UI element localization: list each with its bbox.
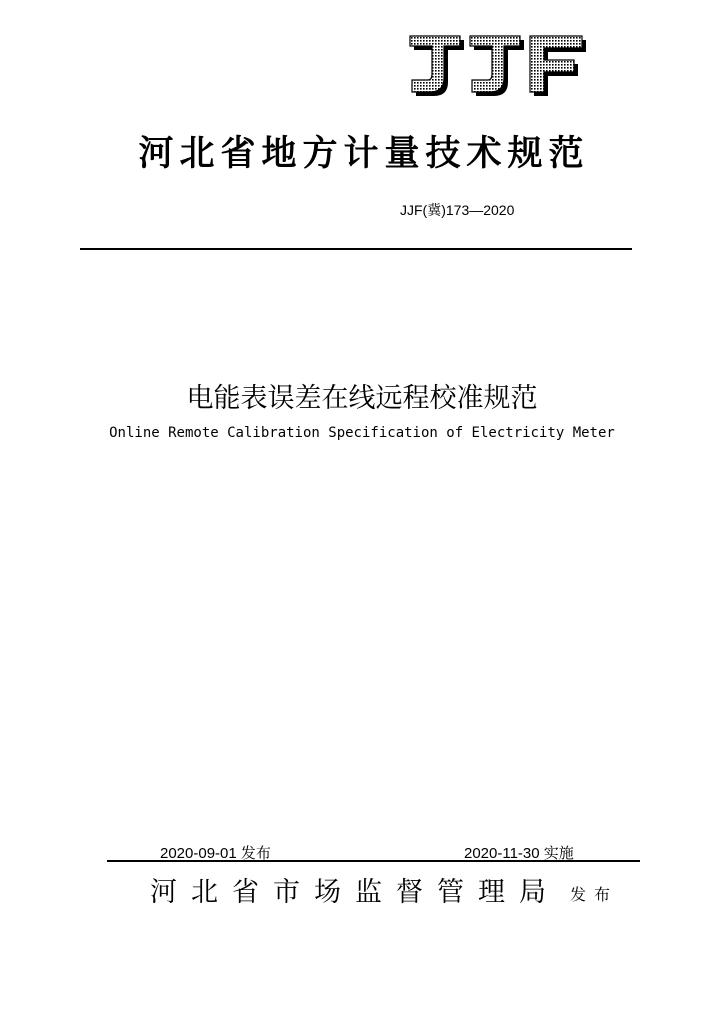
jjf-logo: [408, 34, 588, 98]
issue-date: 2020-09-01 发布: [160, 845, 271, 862]
org-title: 河北省地方计量技术规范: [138, 133, 590, 174]
document-title-cn: 电能表误差在线远程校准规范: [186, 383, 538, 414]
publisher: 河北省市场监督管理局: [150, 877, 560, 908]
document-title-en: Online Remote Calibration Specification of Electricity Meter: [109, 425, 615, 441]
bottom-divider: [107, 860, 640, 862]
standard-code: JJF(冀)173—2020: [400, 202, 515, 218]
top-divider: [80, 248, 632, 250]
publish-label: 发布: [570, 885, 619, 904]
jjf-logo-graphic: [408, 34, 588, 98]
implementation-date: 2020-11-30 实施: [464, 845, 574, 862]
